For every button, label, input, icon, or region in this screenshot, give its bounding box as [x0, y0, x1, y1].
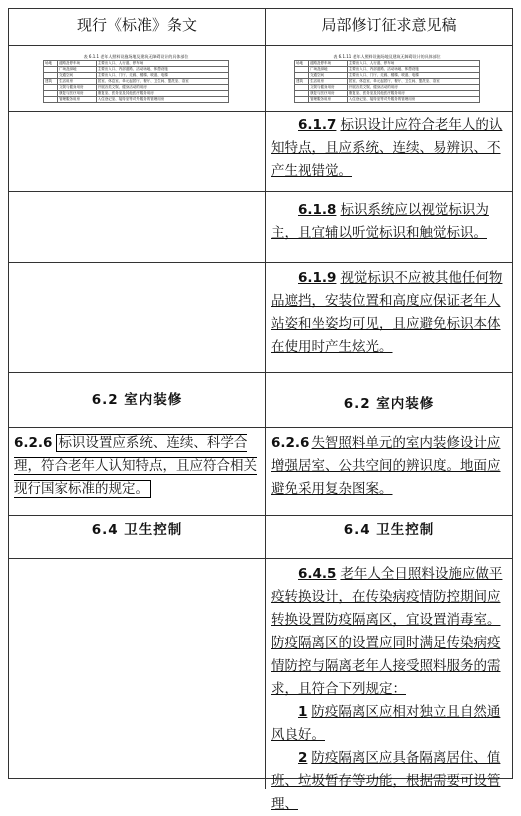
clause-619-text: 视觉标识不应被其他任何物品遮挡，安装位置和高度应保证老年人站姿和坐姿均可见，且应避免标识本体在使用时产生炫光。	[271, 270, 503, 355]
section-62-row	[9, 373, 512, 428]
mini-table-cell-right	[266, 46, 512, 111]
clause-626-old	[9, 428, 266, 515]
mini-table-cell: 交通空间	[58, 73, 97, 79]
mini-table-cell: 管理服务用房	[58, 97, 97, 103]
mini-table-cell: 广场及绿地	[309, 67, 348, 73]
mini-table-cell: 开展各类文娱、健身活动的用房	[347, 85, 479, 91]
mini-table-cell: 主要出入口、内部道路、活动场地、休憩设施	[347, 67, 479, 73]
mini-table-cell: 主要出入口、人行道、停车场	[347, 61, 479, 67]
empty-cell	[9, 112, 266, 191]
clause-618-number: 6.1.8	[298, 202, 337, 218]
mini-table-caption-left: 表 6.1.1 老年人照料设施场地及建筑无障碍设计的具体部位	[83, 54, 189, 59]
clause-645-body	[271, 563, 507, 701]
comparison-table	[8, 8, 513, 812]
mini-table-row	[9, 46, 512, 112]
mini-table-cell: 主要出入口、人行道、停车场	[96, 61, 228, 67]
item-2-number: 2	[298, 750, 308, 766]
mini-table-right	[294, 60, 480, 103]
mini-table-cell: 生活用房	[58, 79, 97, 85]
mini-table-cell	[295, 97, 309, 103]
mini-table-row	[295, 97, 480, 103]
clause-617-number: 6.1.7	[298, 117, 337, 133]
mini-table-cell: 康复室、医务室及其他医疗服务用房	[347, 91, 479, 97]
mini-table-cell: 入住登记室、接待室等对外服务的管理用房	[96, 97, 228, 103]
section-64-title-right: 6.4 卫生控制	[343, 522, 435, 538]
empty-cell	[9, 192, 266, 262]
item-2-text: 防疫隔离区应具备隔离居住、值班、垃圾暂存等功能，根据需要可设管理、	[271, 750, 501, 812]
clause-626-new	[266, 428, 512, 515]
clause-626-old-text: 标识设置应系统、连续、科学合理，符合老年人认知特点，且应符合相关现行国家标准的规定。	[14, 435, 257, 497]
empty-cell	[9, 263, 266, 372]
header-revision-draft: 局部修订征求意见稿	[321, 16, 457, 34]
clause-618	[266, 192, 512, 262]
clause-645	[266, 559, 512, 812]
clause-645-text: 老年人全日照料设施应做平疫转换设计，在传染病疫情防控期间应转换设置防疫隔离区，宜设置消毒室。防疫隔离区的设置应同时满足传染病疫情防控与隔离老年人接受照料服务的需求，且符合下列规定：	[271, 566, 503, 697]
mini-table-cell: 主要出入口、内部道路、活动场地、休憩设施	[96, 67, 228, 73]
header-row	[9, 9, 512, 46]
clause-645-item-1	[271, 701, 507, 747]
header-current-standard: 现行《标准》条文	[9, 9, 266, 45]
mini-table-left	[43, 60, 229, 103]
mini-table-cell: 场地	[295, 61, 309, 67]
mini-table-cell: 主要出入口、门厅、走廊、楼梯、坡道、电梯	[347, 73, 479, 79]
section-62-title-right: 6.2 室内装修	[343, 396, 435, 412]
clause-645-row	[9, 559, 512, 812]
mini-table-row	[44, 97, 229, 103]
clause-645-item-2	[271, 747, 507, 816]
mini-table-cell: 广场及绿地	[58, 67, 97, 73]
clause-645-number: 6.4.5	[298, 566, 337, 582]
mini-table-cell: 文娱与健身用房	[309, 85, 348, 91]
mini-table-cell: 场地	[44, 61, 58, 67]
mini-table-cell: 开展各类文娱、健身活动的用房	[96, 85, 228, 91]
clause-626-new-number: 6.2.6	[271, 435, 310, 451]
clause-618-text: 标识系统应以视觉标识为主，且宜辅以听觉标识和触觉标识。	[271, 202, 489, 241]
clause-619-number: 6.1.9	[298, 270, 337, 286]
mini-table-cell: 道路及停车场	[309, 61, 348, 67]
section-62-title-left: 6.2 室内装修	[9, 373, 266, 427]
mini-table-cell: 文娱与健身用房	[58, 85, 97, 91]
mini-table-cell: 主要出入口、门厅、走廊、楼梯、坡道、电梯	[96, 73, 228, 79]
mini-table-cell: 交通空间	[309, 73, 348, 79]
empty-cell	[9, 559, 266, 789]
mini-table-cell-left	[9, 46, 266, 111]
mini-table-cell: 生活用房	[309, 79, 348, 85]
clause-626-old-number: 6.2.6	[14, 435, 53, 451]
clause-617-text: 标识设计应符合老年人的认知特点，且应系统、连续、易辨识、不产生视错觉。	[271, 117, 503, 179]
mini-table-cell	[44, 97, 58, 103]
clause-626-row	[9, 428, 512, 516]
mini-table-cell: 康复与医疗用房	[309, 91, 348, 97]
clause-619-row	[9, 263, 512, 373]
mini-table-caption-right: 表 6.1.11 老年人照料设施场地及建筑无障碍设计的具体部位	[333, 54, 441, 59]
mini-table-cell: 建筑	[44, 79, 58, 85]
mini-table-cell: 建筑	[295, 79, 309, 85]
section-64-row	[9, 516, 512, 559]
mini-table-cell: 居室、休息室、单元起居厅、餐厅、卫生间、盥洗室、浴室	[96, 79, 228, 85]
clause-619	[266, 263, 512, 372]
clause-617-row	[9, 112, 512, 192]
mini-table-cell: 道路及停车场	[58, 61, 97, 67]
mini-table-cell: 管理服务用房	[309, 97, 348, 103]
item-1-text: 防疫隔离区应相对独立且自然通风良好。	[271, 704, 501, 743]
item-1-number: 1	[298, 704, 308, 720]
mini-table-cell: 居室、休息室、单元起居厅、餐厅、卫生间、盥洗室、浴室	[347, 79, 479, 85]
mini-table-cell: 入住登记室、接待室等对外服务的管理用房	[347, 97, 479, 103]
clause-618-row	[9, 192, 512, 263]
clause-626-new-text: 失智照料单元的室内装修设计应增强居室、公共空间的辨识度。地面应避免采用复杂图案。	[271, 435, 501, 497]
section-64-title-left: 6.4 卫生控制	[9, 516, 266, 558]
clause-617	[266, 112, 512, 191]
mini-table-cell: 康复室、医务室及其他医疗服务用房	[96, 91, 228, 97]
mini-table-cell: 康复与医疗用房	[58, 91, 97, 97]
